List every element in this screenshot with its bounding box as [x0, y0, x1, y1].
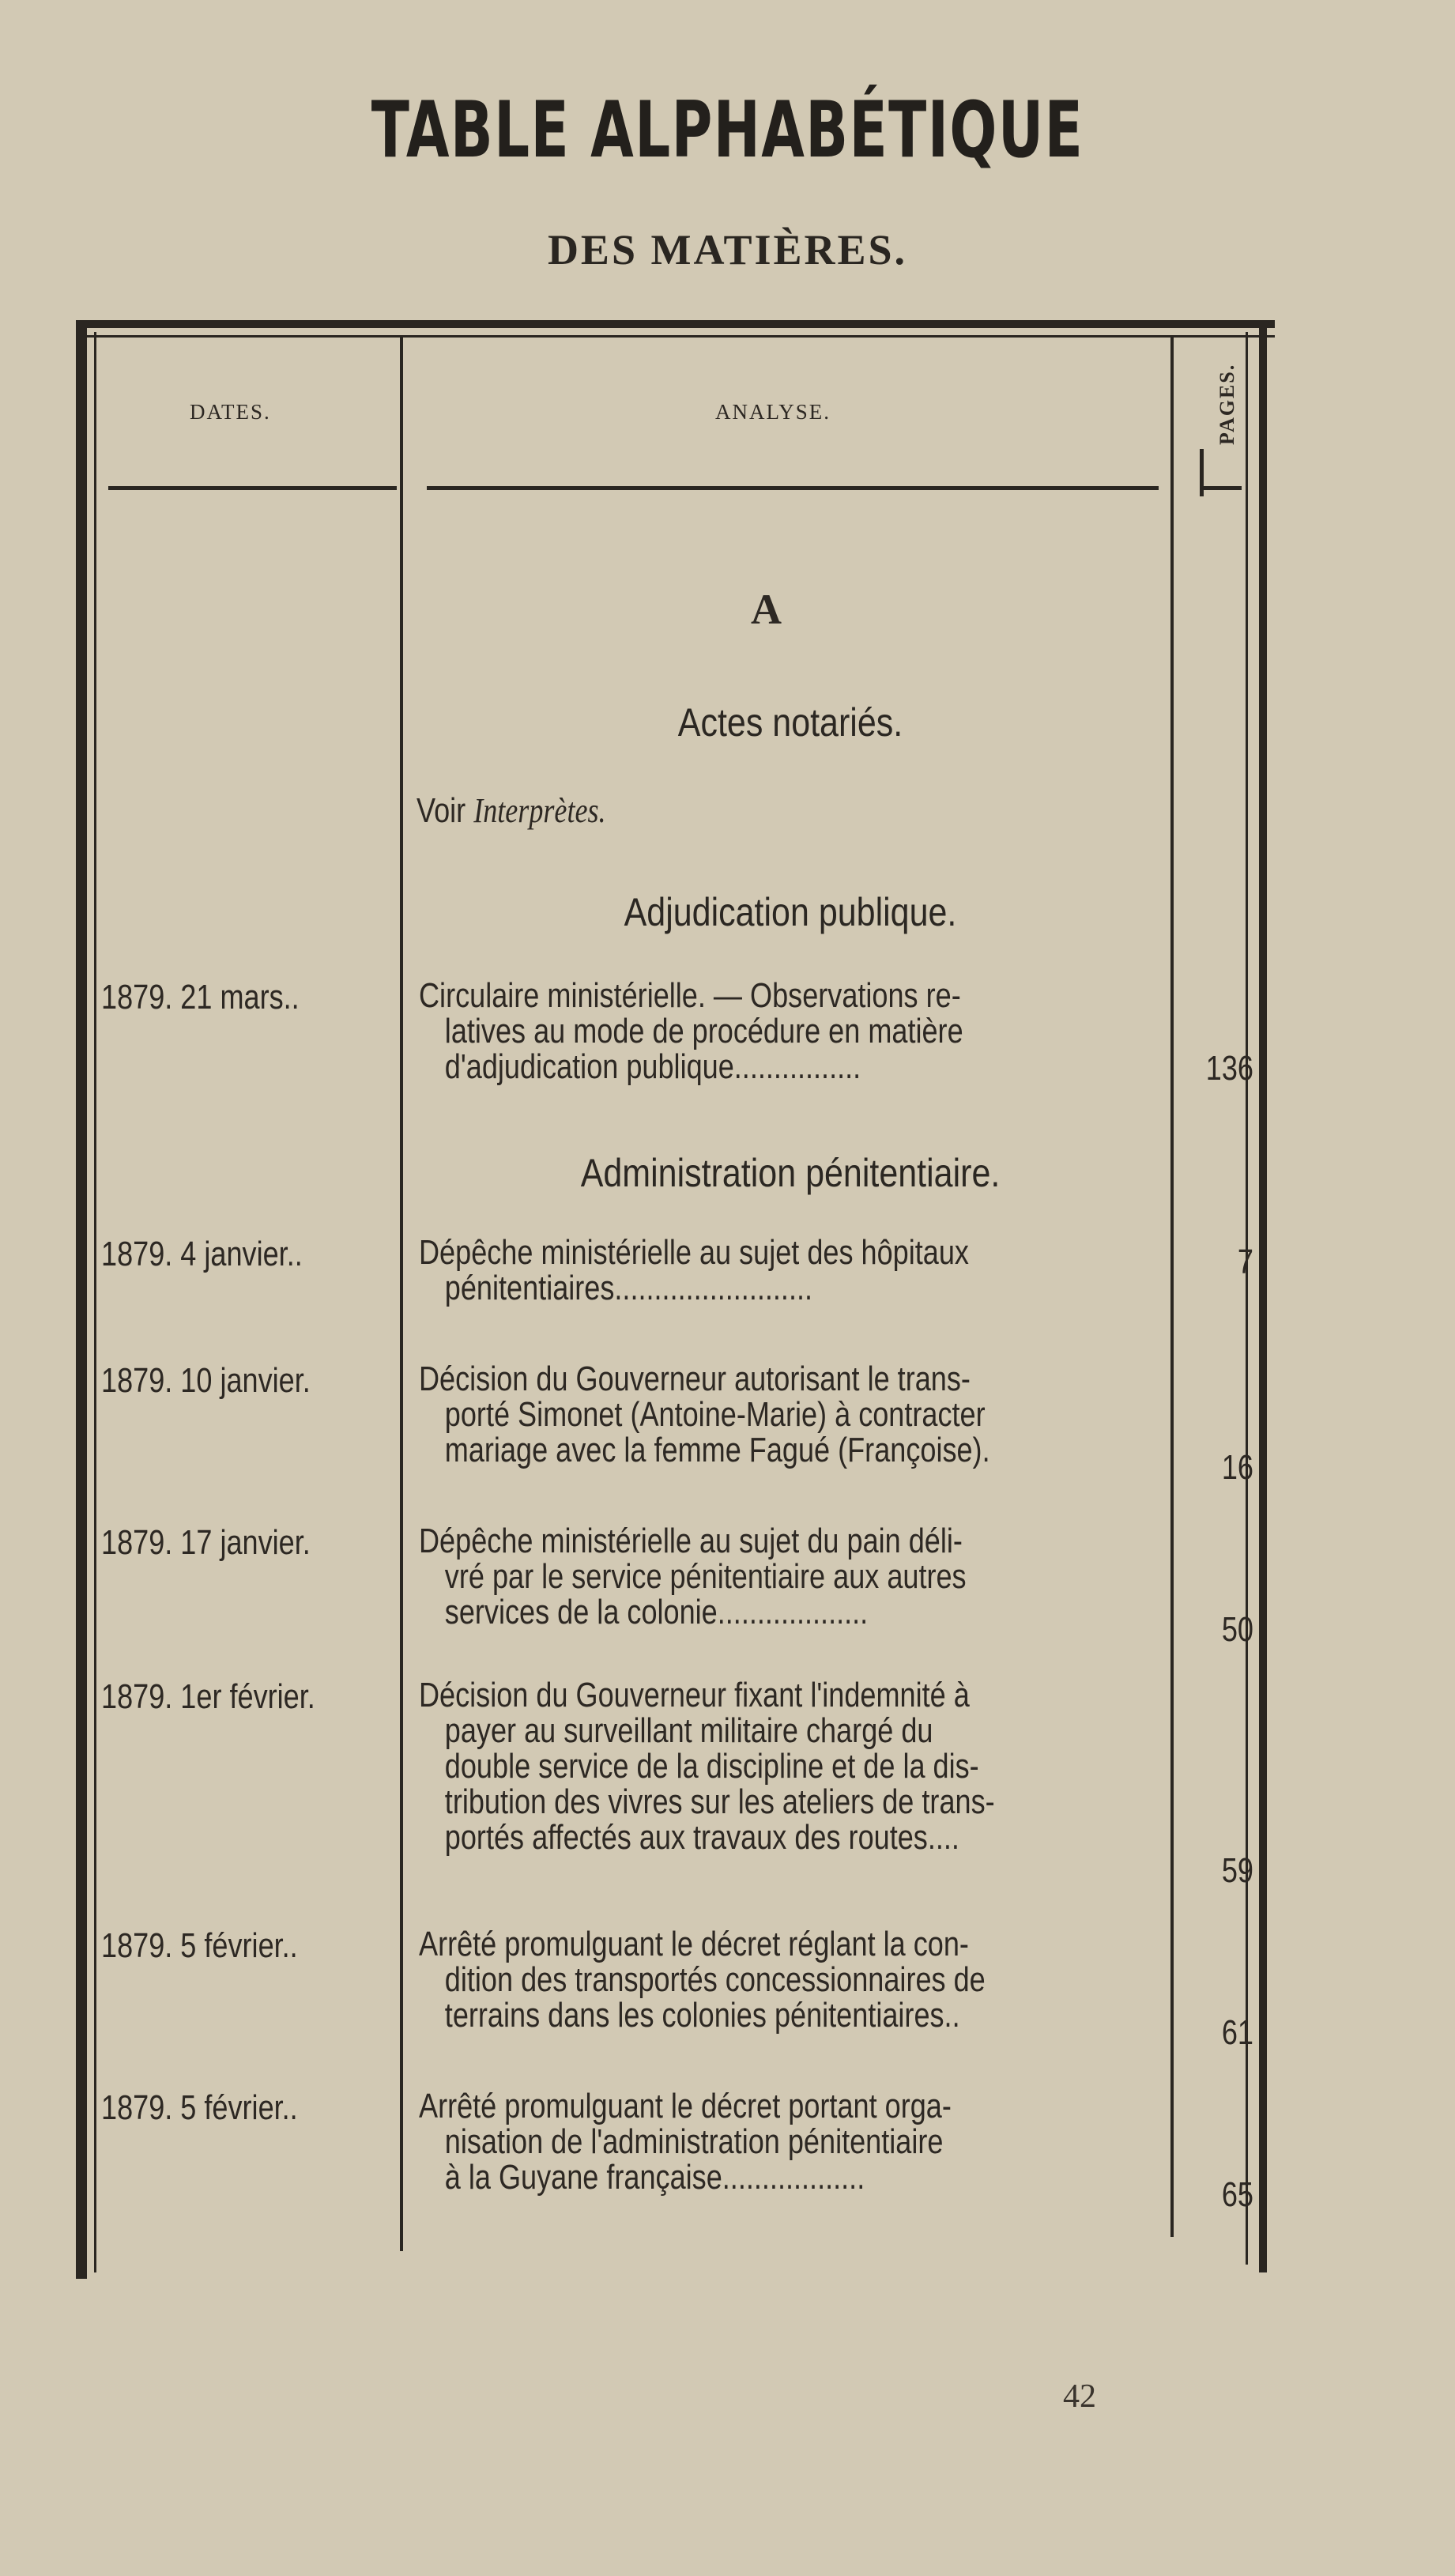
entry-line: Arrêté promulguant le décret réglant la con- [419, 1925, 969, 1963]
table-top-rule-thin [85, 335, 1275, 338]
entry-date: 1879. 4 janvier.. [101, 1235, 303, 1273]
entry-analysis [419, 1677, 1164, 1855]
page-title: TABLE ALPHABÉTIQUE [371, 85, 1084, 175]
analyse-header-rule [427, 486, 1159, 490]
column-divider-dates [400, 335, 403, 2251]
heading-actes-notaries: Actes notariés. [677, 700, 903, 745]
entry-line: double service de la discipline et de la dis- [444, 1747, 979, 1786]
entry-line: terrains dans les colonies pénitentiaires.. [444, 1996, 960, 2035]
column-header-pages: PAGES. [1216, 363, 1238, 445]
entry-line: Arrêté promulguant le décret portant orga- [419, 2087, 952, 2125]
column-header-dates: DATES. [190, 400, 271, 424]
entry-date: 1879. 5 février.. [101, 1926, 298, 1965]
table-top-rule [85, 320, 1275, 328]
entry-page-number: 65 [1221, 2175, 1253, 2214]
entry-date: 1879. 21 mars.. [101, 978, 300, 1016]
entry-page-number: 61 [1221, 2013, 1253, 2052]
entry-line: porté Simonet (Antoine-Marie) à contracter [444, 1395, 986, 1434]
entry-line: pénitentiaires......................... [444, 1269, 813, 1307]
entry-analysis [419, 1523, 1164, 1630]
entry-analysis [419, 1361, 1164, 1468]
entry-analysis [419, 1235, 1164, 1306]
entry-line: nisation de l'administration pénitentiaire [444, 2122, 944, 2161]
entry-date: 1879. 1er février. [101, 1677, 315, 1716]
cross-reference-prefix: Voir [417, 791, 466, 830]
entry-date: 1879. 10 janvier. [101, 1361, 311, 1400]
entry-analysis [419, 1926, 1164, 2033]
entry-date: 1879. 5 février.. [101, 2088, 298, 2127]
entry-line: latives au mode de procédure en matière [444, 1012, 963, 1050]
section-letter: A [751, 586, 782, 633]
pages-header-bar [1200, 449, 1204, 496]
entry-line: portés affectés aux travaux des routes.... [444, 1818, 959, 1857]
table-right-border [1259, 324, 1267, 2272]
heading-administration-penitentiaire: Administration pénitentiaire. [580, 1151, 1001, 1195]
page-subtitle: DES MATIÈRES. [547, 226, 908, 273]
column-header-analyse: ANALYSE. [715, 400, 831, 424]
cross-reference-target: Interprètes. [473, 791, 606, 830]
entry-line: Dépêche ministérielle au sujet du pain déli- [419, 1522, 963, 1560]
entry-page-number: 59 [1221, 1851, 1253, 1890]
heading-adjudication-publique: Adjudication publique. [624, 890, 957, 934]
pages-header-rule [1204, 486, 1242, 490]
entry-page-number: 16 [1221, 1448, 1253, 1487]
entry-analysis [419, 978, 1164, 1084]
entry-line: payer au surveillant militaire chargé du [444, 1711, 933, 1750]
page-number: 42 [1063, 2378, 1096, 2415]
entry-line: à la Guyane française.................. [444, 2158, 865, 2197]
entry-line: vré par le service pénitentiaire aux autres [444, 1557, 967, 1596]
entry-line: services de la colonie................... [444, 1593, 869, 1631]
entry-line: Décision du Gouverneur autorisant le trans- [419, 1360, 971, 1398]
table-right-border-thin [1246, 332, 1248, 2265]
entry-line: Décision du Gouverneur fixant l'indemnité à [419, 1676, 970, 1714]
entry-line: tribution des vivres sur les ateliers de trans- [444, 1782, 995, 1821]
entry-analysis [419, 2088, 1164, 2195]
entry-line: Dépêche ministérielle au sujet des hôpitaux [419, 1233, 969, 1272]
entry-line: dition des transportés concessionnaires de [444, 1960, 986, 1999]
entry-line: mariage avec la femme Fagué (Françoise). [444, 1431, 990, 1469]
entry-page-number: 7 [1237, 1243, 1253, 1281]
table-left-border-thin [94, 332, 96, 2272]
column-divider-pages [1170, 335, 1174, 2237]
dates-header-rule [108, 486, 397, 490]
table-left-border [76, 320, 87, 2279]
entry-date: 1879. 17 janvier. [101, 1523, 311, 1562]
entry-page-number: 50 [1221, 1610, 1253, 1649]
entry-line: Circulaire ministérielle. — Observations re- [419, 976, 961, 1015]
entry-line: d'adjudication publique................ [444, 1047, 861, 1086]
cross-reference [417, 790, 606, 831]
entry-page-number: 136 [1205, 1049, 1253, 1088]
